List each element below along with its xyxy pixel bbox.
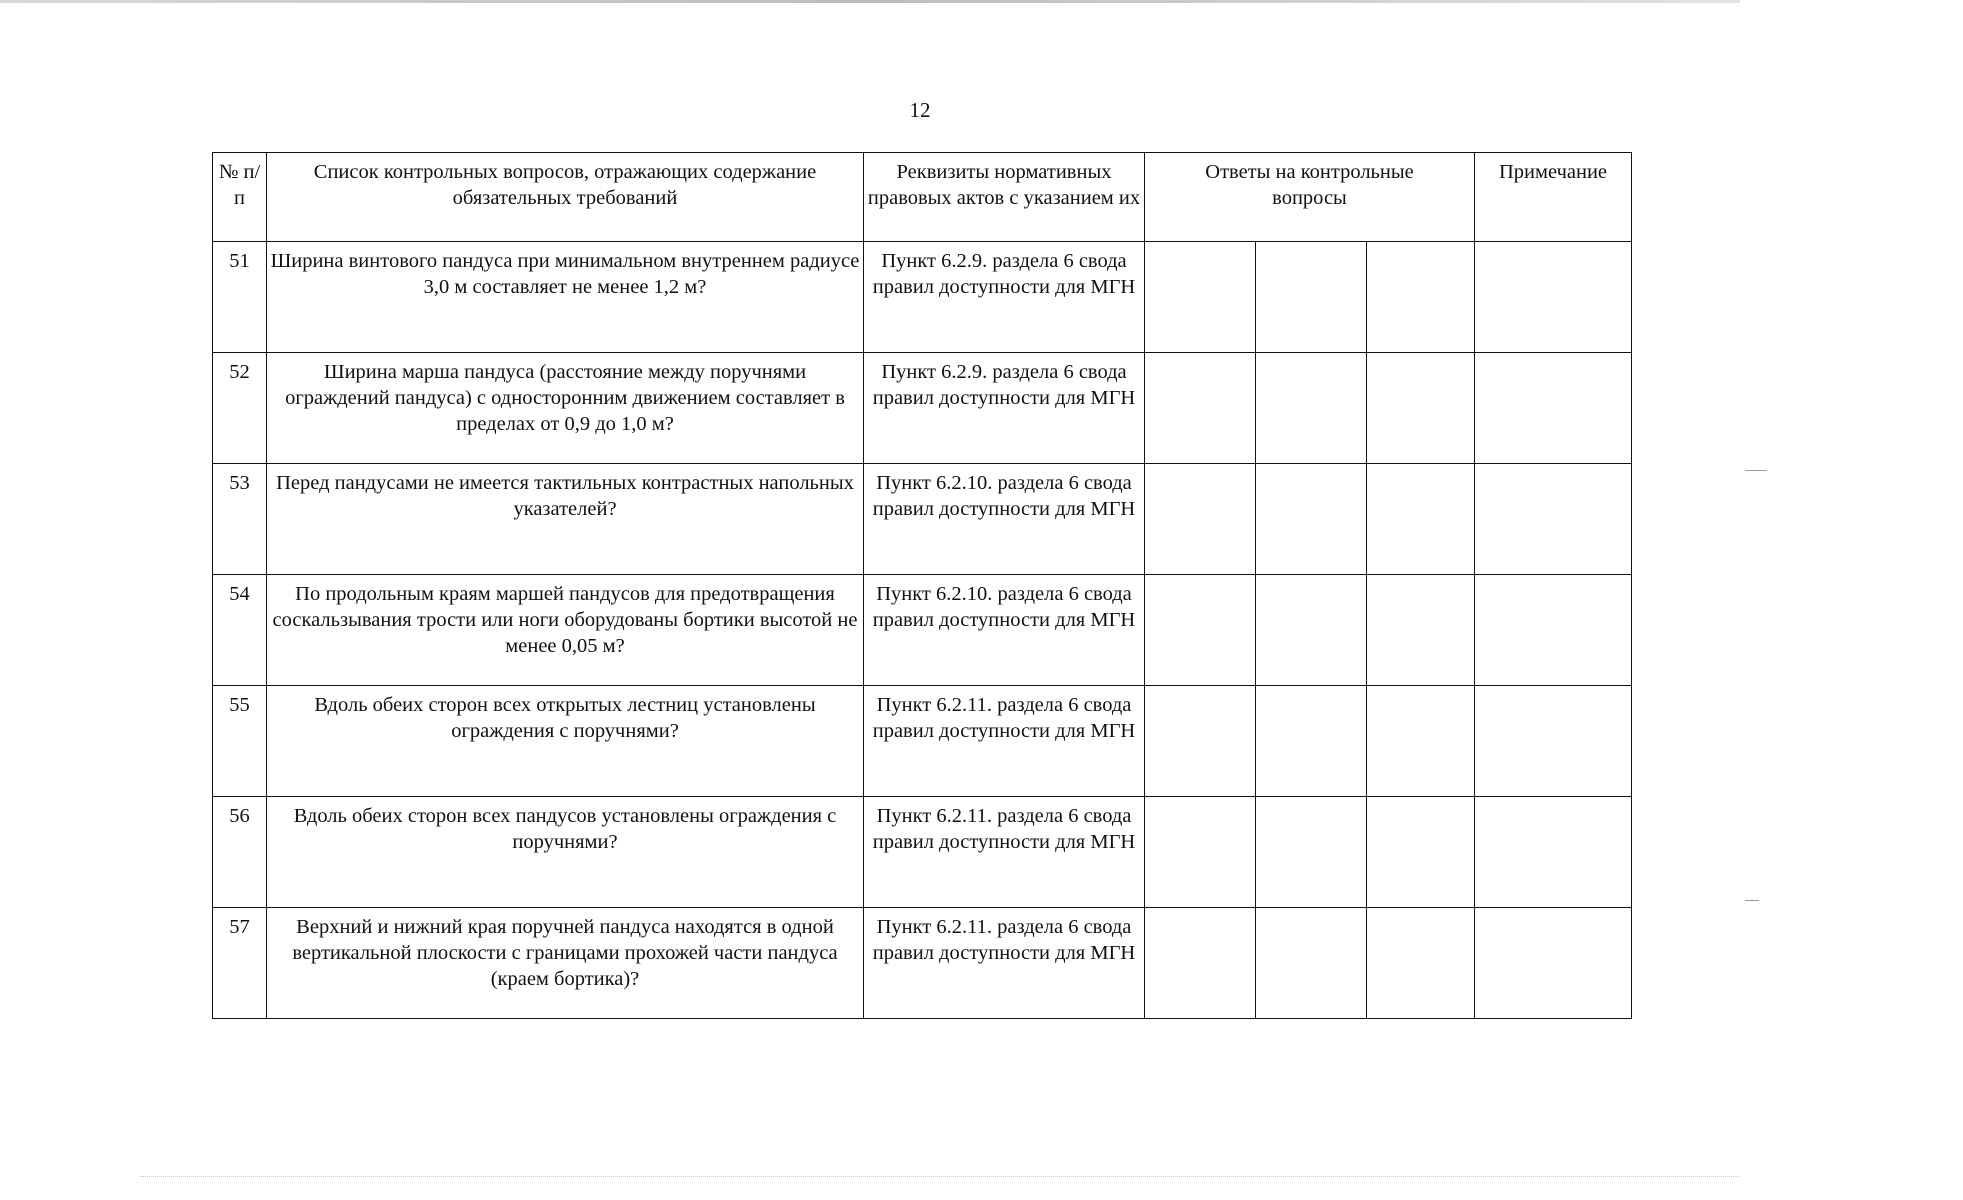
table-row — [213, 242, 1632, 353]
table-header-row — [213, 153, 1632, 242]
table-row — [213, 353, 1632, 464]
row-question: По продольным краям маршей пандусов для предотвращения соскальзывания трости или ноги оборудованы бортики высотой не менее 0,05 м? — [267, 575, 864, 686]
answer-cell[interactable] — [1145, 797, 1256, 908]
row-question: Вдоль обеих сторон всех пандусов установлены ограждения с поручнями? — [267, 797, 864, 908]
page-number: 12 — [909, 98, 931, 122]
header-answers: Ответы на контрольные вопросы — [1145, 153, 1475, 242]
answer-cell[interactable] — [1256, 575, 1367, 686]
answer-cell[interactable] — [1145, 242, 1256, 353]
table-row — [213, 797, 1632, 908]
row-reference: Пункт 6.2.11. раздела 6 свода правил доступности для МГН — [864, 686, 1145, 797]
row-reference: Пункт 6.2.9. раздела 6 свода правил доступности для МГН — [864, 242, 1145, 353]
answer-cell[interactable] — [1367, 686, 1475, 797]
scan-bottom-edge — [140, 1176, 1740, 1178]
row-number: 53 — [213, 464, 267, 575]
note-cell[interactable] — [1475, 686, 1632, 797]
answer-cell[interactable] — [1145, 908, 1256, 1019]
row-reference: Пункт 6.2.9. раздела 6 свода правил доступности для МГН — [864, 353, 1145, 464]
row-question: Вдоль обеих сторон всех открытых лестниц установлены ограждения с поручнями? — [267, 686, 864, 797]
row-question: Верхний и нижний края поручней пандуса находятся в одной вертикальной плоскости с границами прохожей части пандуса (краем бортика)? — [267, 908, 864, 1019]
note-cell[interactable] — [1475, 797, 1632, 908]
row-number: 51 — [213, 242, 267, 353]
checklist-table — [212, 152, 1632, 1019]
row-reference: Пункт 6.2.11. раздела 6 свода правил доступности для МГН — [864, 797, 1145, 908]
row-number: 52 — [213, 353, 267, 464]
note-cell[interactable] — [1475, 353, 1632, 464]
row-number: 55 — [213, 686, 267, 797]
answer-cell[interactable] — [1367, 464, 1475, 575]
answer-cell[interactable] — [1145, 686, 1256, 797]
table-row — [213, 464, 1632, 575]
note-cell[interactable] — [1475, 908, 1632, 1019]
row-question: Ширина марша пандуса (расстояние между поручнями ограждений пандуса) с односторонним движением составляет в пределах от 0,9 до 1,0 м? — [267, 353, 864, 464]
row-reference: Пункт 6.2.10. раздела 6 свода правил доступности для МГН — [864, 575, 1145, 686]
answer-cell[interactable] — [1256, 464, 1367, 575]
answer-cell[interactable] — [1367, 908, 1475, 1019]
header-note: Примечание — [1475, 153, 1632, 242]
row-number: 54 — [213, 575, 267, 686]
table-row — [213, 575, 1632, 686]
table-row — [213, 908, 1632, 1019]
row-number: 56 — [213, 797, 267, 908]
table-row — [213, 686, 1632, 797]
scan-top-edge — [0, 0, 1740, 3]
answer-cell[interactable] — [1367, 797, 1475, 908]
row-number: 57 — [213, 908, 267, 1019]
row-reference: Пункт 6.2.10. раздела 6 свода правил доступности для МГН — [864, 464, 1145, 575]
margin-mark — [1745, 470, 1767, 471]
answer-cell[interactable] — [1367, 353, 1475, 464]
answer-cell[interactable] — [1145, 353, 1256, 464]
row-question: Ширина винтового пандуса при минимальном внутреннем радиусе 3,0 м составляет не менее 1,2 м? — [267, 242, 864, 353]
answer-cell[interactable] — [1256, 908, 1367, 1019]
row-reference: Пункт 6.2.11. раздела 6 свода правил доступности для МГН — [864, 908, 1145, 1019]
answer-cell[interactable] — [1145, 575, 1256, 686]
margin-mark — [1745, 900, 1759, 901]
answer-cell[interactable] — [1256, 353, 1367, 464]
answer-cell[interactable] — [1367, 242, 1475, 353]
answer-cell[interactable] — [1256, 686, 1367, 797]
answer-cell[interactable] — [1256, 242, 1367, 353]
header-reference: Реквизиты нормативных правовых актов с указанием их — [864, 153, 1145, 242]
note-cell[interactable] — [1475, 575, 1632, 686]
header-question: Список контрольных вопросов, отражающих содержание обязательных требований — [267, 153, 864, 242]
header-num: № п/п — [213, 153, 267, 242]
row-question: Перед пандусами не имеется тактильных контрастных напольных указателей? — [267, 464, 864, 575]
answer-cell[interactable] — [1145, 464, 1256, 575]
note-cell[interactable] — [1475, 464, 1632, 575]
answer-cell[interactable] — [1367, 575, 1475, 686]
note-cell[interactable] — [1475, 242, 1632, 353]
answer-cell[interactable] — [1256, 797, 1367, 908]
